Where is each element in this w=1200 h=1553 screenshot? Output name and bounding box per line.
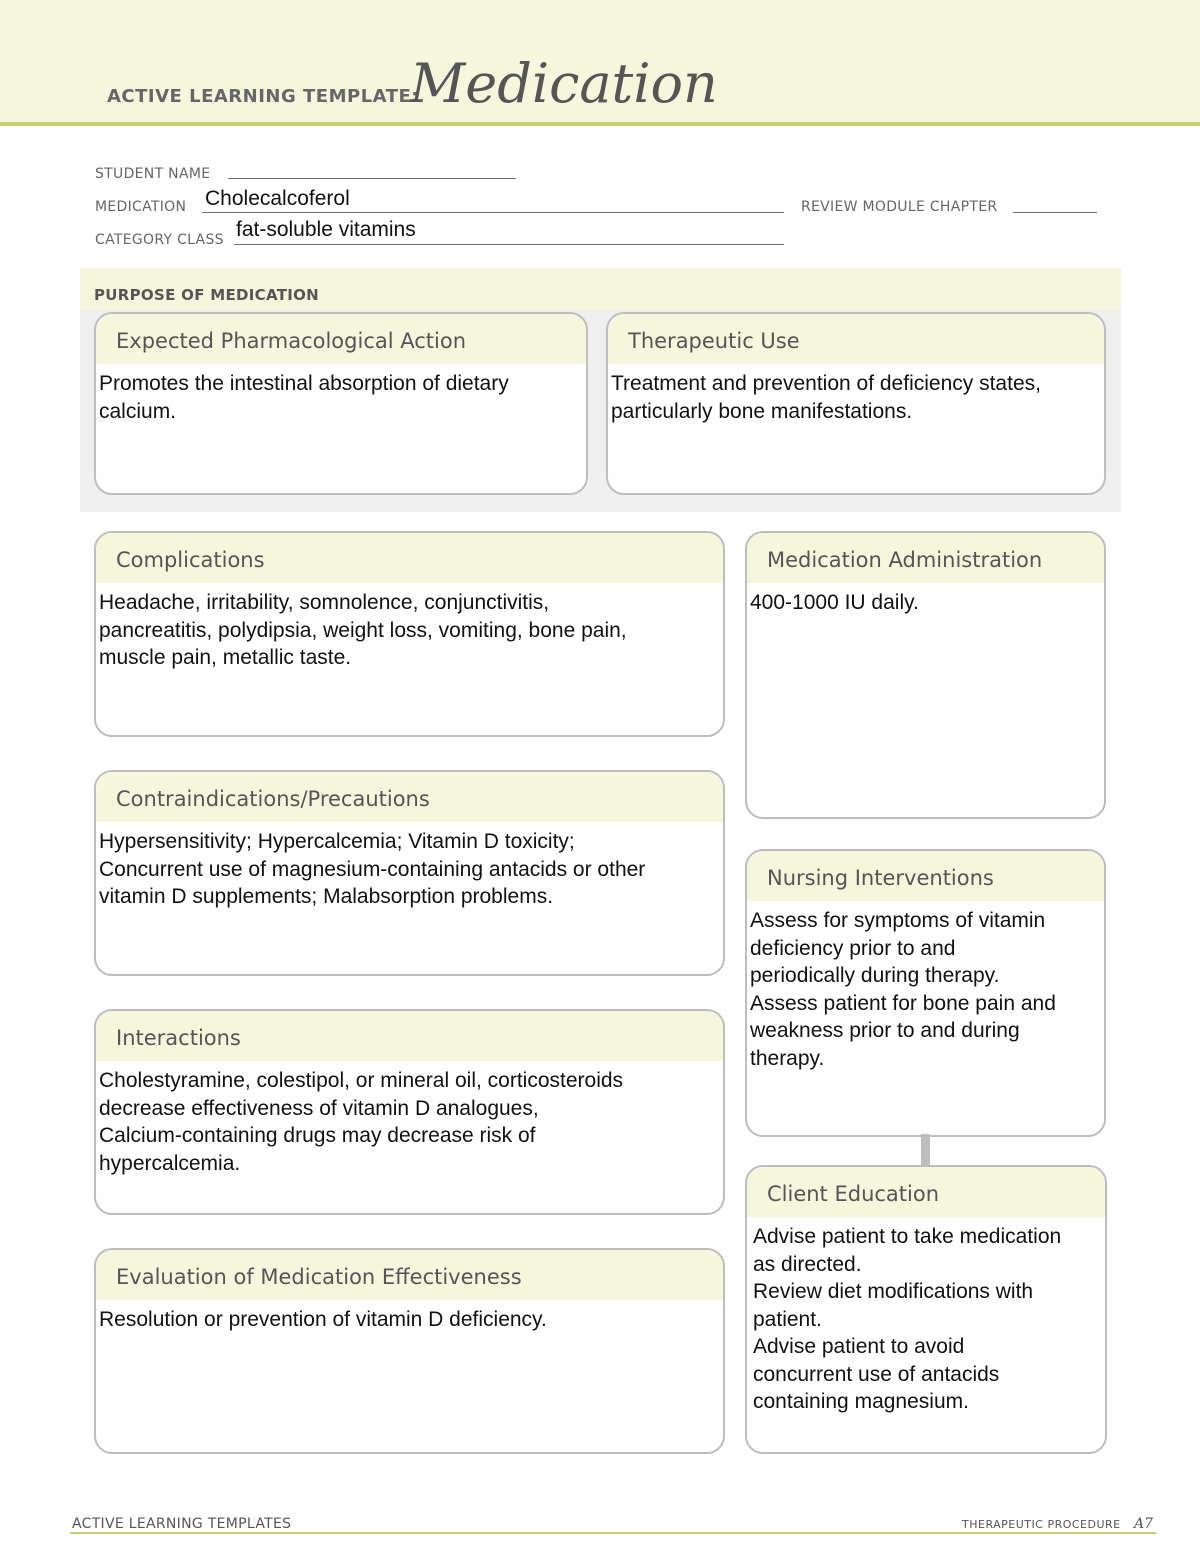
nursing-interventions-text[interactable]: Assess for symptoms of vitamin deficiency prior to and periodically during therapy. Assess patient for bone pain and weakness prior to and during therapy. — [750, 909, 1056, 1070]
evaluation-title: Evaluation of Medication Effectiveness — [96, 1250, 723, 1300]
contraindications-box — [94, 770, 725, 976]
contraindications-title: Contraindications/Precautions — [96, 772, 723, 822]
therapeutic-use-title: Therapeutic Use — [608, 314, 1104, 364]
medication-line[interactable] — [202, 212, 784, 213]
client-education-box — [745, 1165, 1107, 1454]
box-connector — [921, 1134, 930, 1166]
medication-label: MEDICATION — [95, 199, 187, 215]
page-number: A7 — [1134, 1516, 1154, 1532]
administration-box — [745, 531, 1106, 819]
client-education-text[interactable]: Advise patient to take medication as directed. Review diet modifications with patient. Advise patient to avoid concurrent use of antacids containing magnesium. — [753, 1225, 1062, 1413]
footer-section-label: THERAPEUTIC PROCEDURE — [962, 1518, 1121, 1531]
complications-text[interactable]: Headache, irritability, somnolence, conjunctivitis, pancreatitis, polydipsia, weight loss, vomiting, bone pain, muscle pain, metallic taste. — [99, 591, 627, 669]
medication-value: Cholecalcoferol — [205, 187, 350, 210]
student-name-label: STUDENT NAME — [95, 166, 211, 182]
footer-template-label: ACTIVE LEARNING TEMPLATES — [72, 1516, 292, 1532]
interactions-title: Interactions — [96, 1011, 723, 1061]
interactions-text[interactable]: Cholestyramine, colestipol, or mineral oil, corticosteroids decrease effectiveness of vitamin D analogues, Calcium-containing drugs may decrease risk of hypercalcemia. — [99, 1069, 624, 1175]
evaluation-text[interactable]: Resolution or prevention of vitamin D deficiency. — [99, 1308, 547, 1331]
category-class-line[interactable] — [234, 244, 784, 245]
student-name-line[interactable] — [228, 178, 516, 179]
contraindications-text[interactable]: Hypersensitivity; Hypercalcemia; Vitamin D toxicity; Concurrent use of magnesium-containing antacids or other vitamin D supplements; Malabsorption problems. — [99, 830, 646, 908]
administration-text[interactable]: 400-1000 IU daily. — [750, 591, 919, 614]
therapeutic-use-box — [606, 312, 1106, 495]
purpose-label: PURPOSE OF MEDICATION — [94, 286, 320, 304]
page-title: Medication — [410, 52, 718, 115]
interactions-box — [94, 1009, 725, 1215]
category-class-value: fat-soluble vitamins — [236, 218, 416, 241]
nursing-interventions-box — [745, 849, 1106, 1137]
evaluation-box — [94, 1248, 725, 1454]
therapeutic-use-text[interactable]: Treatment and prevention of deficiency states, particularly bone manifestations. — [611, 372, 1041, 423]
header-rule — [0, 122, 1200, 126]
administration-title: Medication Administration — [747, 533, 1104, 583]
review-module-label: REVIEW MODULE CHAPTER — [801, 199, 998, 215]
nursing-interventions-title: Nursing Interventions — [747, 851, 1104, 901]
review-module-line[interactable] — [1013, 212, 1097, 213]
template-label: ACTIVE LEARNING TEMPLATE: — [107, 86, 419, 107]
expected-action-text[interactable]: Promotes the intestinal absorption of dietary calcium. — [99, 372, 509, 423]
category-class-label: CATEGORY CLASS — [95, 232, 224, 248]
expected-action-title: Expected Pharmacological Action — [96, 314, 586, 364]
client-education-title: Client Education — [747, 1167, 1105, 1217]
expected-action-box — [94, 312, 588, 495]
complications-title: Complications — [96, 533, 723, 583]
complications-box — [94, 531, 725, 737]
footer-rule — [70, 1532, 1156, 1534]
